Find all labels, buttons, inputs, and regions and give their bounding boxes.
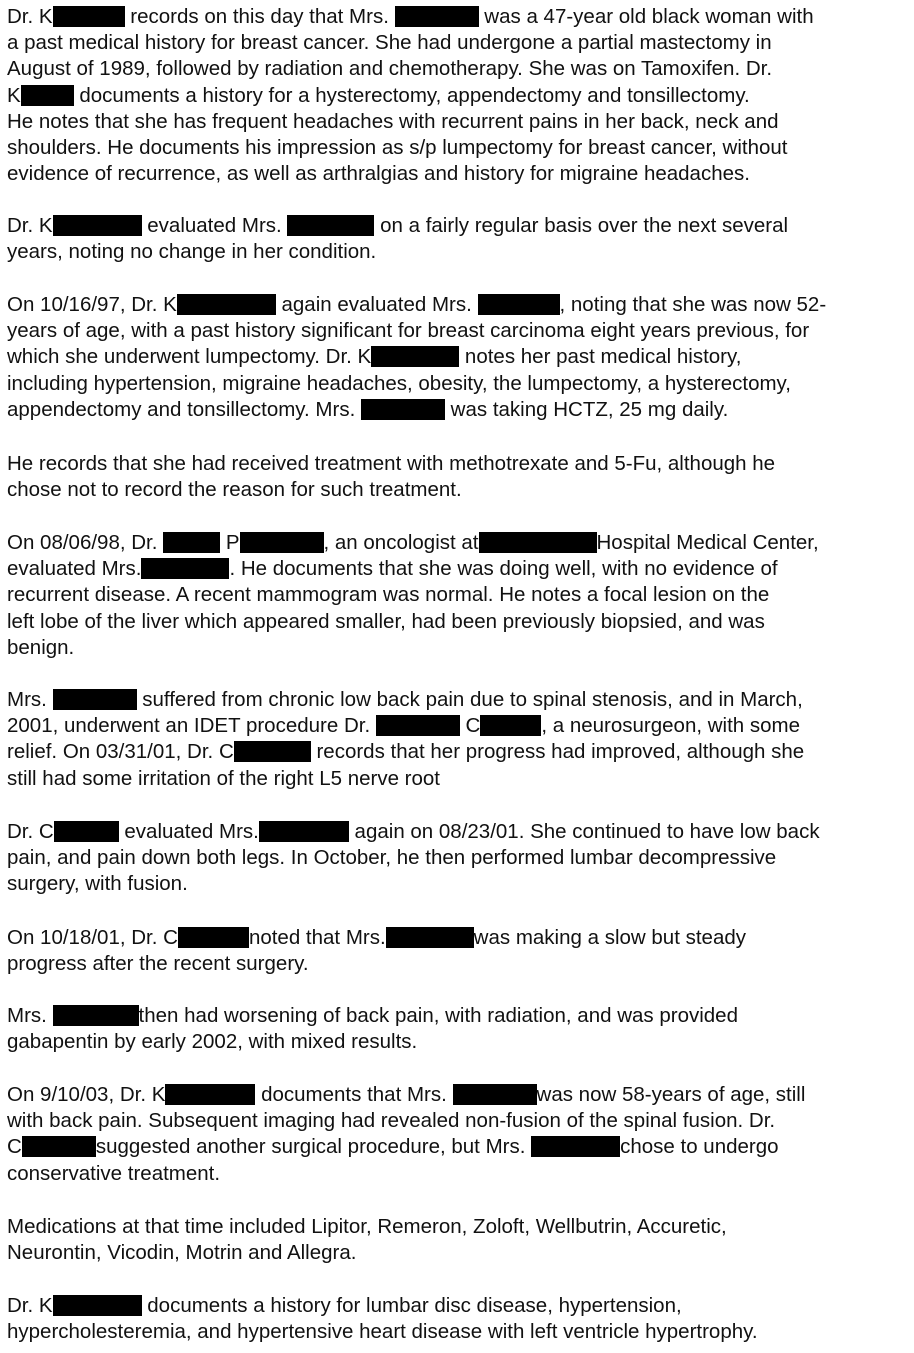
- redaction-bar: [53, 1005, 139, 1026]
- text-run: was making a slow but steady: [473, 926, 746, 949]
- text-run: again on 08/23/01. She continued to have low back: [348, 820, 820, 843]
- text-line: [7, 635, 911, 661]
- text-line: [7, 318, 911, 344]
- text-line: [7, 1240, 911, 1266]
- text-line: [7, 925, 911, 951]
- paragraph: [7, 451, 911, 503]
- text-run: Mrs.: [7, 1004, 53, 1027]
- redaction-bar: [54, 821, 119, 842]
- text-run: records that her progress had improved, although she: [310, 740, 805, 764]
- redaction-bar: [240, 532, 324, 553]
- text-line: [7, 239, 911, 265]
- text-run: evaluated Mrs.: [118, 820, 259, 843]
- text-run: was a 47-year old black woman with: [478, 5, 814, 28]
- text-line: [7, 713, 911, 739]
- redaction-bar: [453, 1084, 537, 1105]
- text-run: left lobe of the liver which appeared smaller, had been previously biopsied, and was: [7, 609, 765, 633]
- text-run: He notes that she has frequent headaches with recurrent pains in her back, neck and: [7, 109, 779, 133]
- paragraph: [7, 213, 911, 265]
- text-run: suggested another surgical procedure, but Mrs.: [95, 1135, 532, 1159]
- redaction-bar: [259, 821, 349, 842]
- paragraph: [7, 819, 911, 898]
- text-run: relief. On 03/31/01, Dr. C: [7, 740, 234, 764]
- redaction-bar: [21, 85, 74, 106]
- redaction-bar: [141, 558, 229, 579]
- text-line: [7, 135, 911, 161]
- text-line: [7, 845, 911, 871]
- text-run: C: [7, 1135, 22, 1159]
- text-line: [7, 451, 911, 477]
- text-line: [7, 766, 911, 792]
- text-run: still had some irritation of the right L5 nerve root: [7, 766, 440, 790]
- paragraph: [7, 292, 911, 423]
- text-run: years, noting no change in her condition.: [7, 240, 377, 264]
- text-line: [7, 951, 911, 977]
- text-run: , an oncologist at: [323, 531, 479, 554]
- text-line: [7, 609, 911, 635]
- text-run: chose to undergo: [620, 1135, 779, 1159]
- text-line: [7, 397, 911, 423]
- text-run: documents that Mrs.: [255, 1083, 453, 1106]
- text-line: [7, 687, 911, 713]
- paragraph: [7, 530, 911, 661]
- text-line: [7, 1029, 911, 1055]
- text-line: [7, 1214, 911, 1240]
- text-run: On 9/10/03, Dr. K: [7, 1083, 166, 1106]
- text-line: [7, 292, 911, 318]
- text-run: hypercholesteremia, and hypertensive heart disease with left ventricle hypertrophy.: [7, 1320, 758, 1344]
- redaction-bar: [371, 346, 459, 367]
- text-run: evaluated Mrs.: [141, 214, 288, 237]
- text-run: Mrs.: [7, 688, 53, 711]
- text-run: chose not to record the reason for such treatment.: [7, 478, 462, 502]
- text-run: which she underwent lumpectomy. Dr. K: [7, 345, 372, 369]
- text-run: suffered from chronic low back pain due to spinal stenosis, and in March,: [136, 688, 803, 711]
- text-run: shoulders. He documents his impression as s/p lumpectomy for breast cancer, without: [7, 136, 788, 160]
- redaction-bar: [480, 715, 541, 736]
- paragraph: [7, 1293, 911, 1345]
- redaction-bar: [479, 532, 597, 553]
- text-run: recurrent disease. A recent mammogram was normal. He notes a focal lesion on the: [7, 583, 770, 607]
- text-line: [7, 556, 911, 582]
- redaction-bar: [53, 215, 142, 236]
- paragraph: [7, 1214, 911, 1266]
- text-run: Hospital Medical Center,: [596, 531, 819, 554]
- text-line: [7, 739, 911, 765]
- text-run: documents a history for lumbar disc disease, hypertension,: [141, 1294, 682, 1317]
- redaction-bar: [395, 6, 479, 27]
- text-line: [7, 56, 911, 82]
- text-run: , noting that she was now 52-: [559, 293, 827, 316]
- redaction-bar: [53, 1295, 142, 1316]
- text-run: appendectomy and tonsillectomy. Mrs.: [7, 397, 361, 421]
- text-run: notes her past medical history,: [459, 345, 742, 369]
- text-run: Dr. K: [7, 214, 53, 237]
- text-run: on a fairly regular basis over the next several: [374, 214, 789, 237]
- text-run: progress after the recent surgery.: [7, 952, 309, 976]
- redaction-bar: [22, 1136, 96, 1157]
- text-run: Dr. C: [7, 820, 54, 843]
- text-run: On 10/16/97, Dr. K: [7, 293, 177, 316]
- text-line: [7, 30, 911, 56]
- redaction-bar: [53, 689, 137, 710]
- text-run: evaluated Mrs.: [7, 557, 142, 581]
- text-run: On 10/18/01, Dr. C: [7, 926, 178, 949]
- text-line: [7, 109, 911, 135]
- text-line: [7, 1134, 911, 1160]
- text-line: [7, 1161, 911, 1187]
- text-run: pain, and pain down both legs. In October, he then performed lumbar decompressive: [7, 846, 777, 870]
- text-line: [7, 582, 911, 608]
- text-run: years of age, with a past history significant for breast carcinoma eight years previous, for: [7, 319, 810, 343]
- text-line: [7, 1003, 911, 1029]
- redaction-bar: [478, 294, 560, 315]
- text-run: again evaluated Mrs.: [275, 293, 478, 316]
- redaction-bar: [531, 1136, 620, 1157]
- text-run: including hypertension, migraine headaches, obesity, the lumpectomy, a hysterectomy,: [7, 371, 791, 395]
- text-line: [7, 530, 911, 556]
- paragraph: [7, 1082, 911, 1187]
- text-run: documents a history for a hysterectomy, appendectomy and tonsillectomy.: [73, 83, 750, 107]
- text-run: . He documents that she was doing well, with no evidence of: [229, 557, 778, 581]
- text-run: was taking HCTZ, 25 mg daily.: [444, 397, 729, 421]
- text-run: Neurontin, Vicodin, Motrin and Allegra.: [7, 1241, 357, 1265]
- text-run: C: [459, 714, 481, 738]
- text-run: benign.: [7, 635, 75, 659]
- text-line: [7, 344, 911, 370]
- text-run: Medications at that time included Lipitor, Remeron, Zoloft, Wellbutrin, Accuretic,: [7, 1215, 727, 1238]
- redaction-bar: [386, 927, 474, 948]
- text-line: [7, 161, 911, 187]
- text-run: evidence of recurrence, as well as arthralgias and history for migraine headaches.: [7, 162, 750, 186]
- text-run: gabapentin by early 2002, with mixed results.: [7, 1030, 418, 1054]
- text-run: was now 58-years of age, still: [536, 1083, 806, 1106]
- text-line: [7, 371, 911, 397]
- text-line: [7, 477, 911, 503]
- redaction-bar: [165, 1084, 255, 1105]
- text-line: [7, 1082, 911, 1108]
- paragraph: [7, 4, 911, 187]
- text-run: August of 1989, followed by radiation and chemotherapy. She was on Tamoxifen. Dr.: [7, 57, 773, 81]
- text-run: noted that Mrs.: [248, 926, 386, 949]
- text-run: He records that she had received treatment with methotrexate and 5-Fu, although he: [7, 452, 776, 475]
- text-line: [7, 213, 911, 239]
- text-run: records on this day that Mrs.: [124, 5, 395, 28]
- text-run: On 08/06/98, Dr.: [7, 531, 164, 554]
- text-run: with back pain. Subsequent imaging had revealed non-fusion of the spinal fusion. Dr.: [7, 1109, 776, 1133]
- redaction-bar: [178, 927, 249, 948]
- text-line: [7, 819, 911, 845]
- text-line: [7, 1293, 911, 1319]
- text-run: conservative treatment.: [7, 1161, 221, 1185]
- redaction-bar: [177, 294, 276, 315]
- text-line: [7, 1319, 911, 1345]
- text-run: P: [220, 531, 240, 554]
- redaction-bar: [361, 399, 445, 420]
- text-run: then had worsening of back pain, with radiation, and was provided: [138, 1004, 738, 1027]
- text-run: surgery, with fusion.: [7, 872, 188, 896]
- text-run: , a neurosurgeon, with some: [541, 714, 801, 738]
- paragraph: [7, 925, 911, 977]
- text-line: [7, 871, 911, 897]
- paragraph: [7, 687, 911, 792]
- text-line: [7, 83, 911, 109]
- text-run: 2001, underwent an IDET procedure Dr.: [7, 714, 376, 738]
- redaction-bar: [53, 6, 125, 27]
- redaction-bar: [376, 715, 460, 736]
- text-line: [7, 1108, 911, 1134]
- redaction-bar: [163, 532, 220, 553]
- text-run: a past medical history for breast cancer. She had undergone a partial mastectomy in: [7, 31, 772, 55]
- text-run: K: [7, 83, 21, 107]
- text-line: [7, 4, 911, 30]
- text-run: Dr. K: [7, 1294, 53, 1317]
- redaction-bar: [234, 741, 311, 762]
- redaction-bar: [287, 215, 374, 236]
- text-run: Dr. K: [7, 5, 53, 28]
- paragraph: [7, 1003, 911, 1055]
